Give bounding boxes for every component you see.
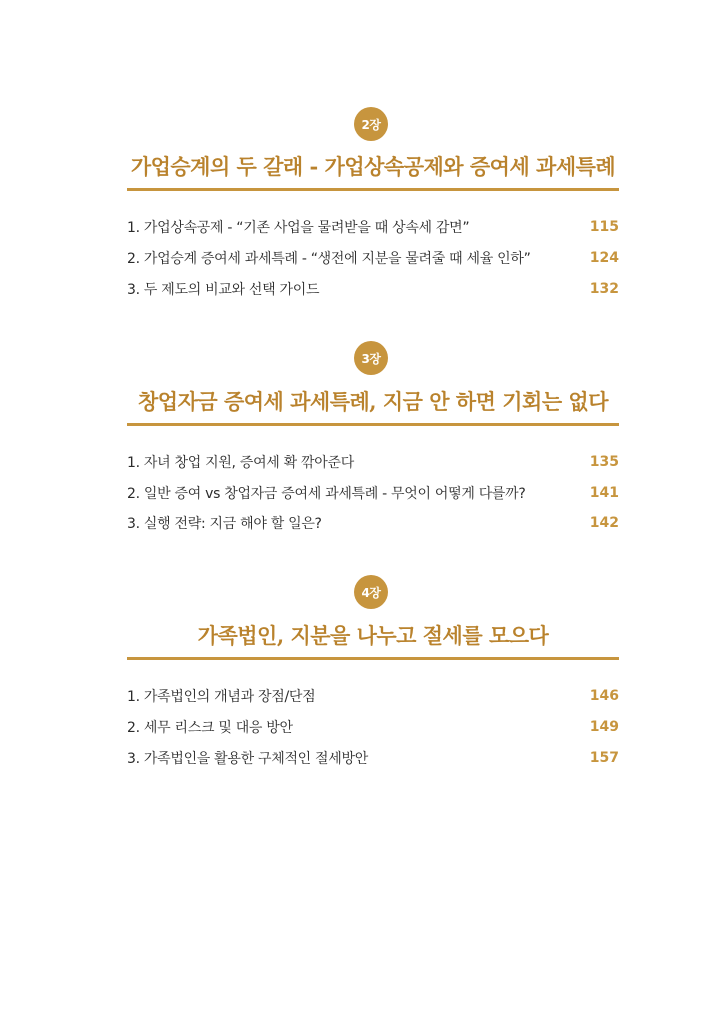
toc-item-page: 115 — [589, 219, 619, 235]
toc-item-page: 141 — [589, 485, 619, 501]
toc-item[interactable] — [127, 278, 619, 300]
toc-item[interactable] — [127, 451, 619, 473]
chapter-3-title: 창업자금 증여세 과세특례, 지금 안 하면 기회는 없다 — [138, 389, 608, 414]
chapter-4-badge: 4장 — [354, 575, 388, 609]
toc-item-page: 132 — [589, 281, 619, 297]
chapter-2-divider — [127, 188, 619, 191]
toc-item-title: 3. 실행 전략: 지금 해야 할 일은? — [127, 516, 322, 532]
toc-item-page: 146 — [589, 688, 619, 704]
toc-item-title: 1. 자녀 창업 지원, 증여세 확 깎아준다 — [127, 455, 354, 471]
chapter-2-title: 가업승계의 두 갈래 - 가업상속공제와 증여세 과세특례 — [130, 154, 616, 179]
chapter-3-badge: 3장 — [354, 341, 388, 375]
toc-item-title: 1. 가업상속공제 - “기존 사업을 물려받을 때 상속세 감면” — [127, 220, 470, 236]
toc-item[interactable] — [127, 247, 619, 269]
toc-item[interactable] — [127, 512, 619, 534]
toc-item[interactable] — [127, 216, 619, 238]
toc-item[interactable] — [127, 747, 619, 769]
toc-item-page: 157 — [589, 750, 619, 766]
toc-item-title: 2. 세무 리스크 및 대응 방안 — [127, 720, 293, 736]
toc-item-title: 3. 두 제도의 비교와 선택 가이드 — [127, 282, 320, 298]
toc-item-title: 1. 가족법인의 개념과 장점/단점 — [127, 689, 316, 705]
toc-item[interactable] — [127, 716, 619, 738]
toc-item[interactable] — [127, 685, 619, 707]
toc-item-page: 135 — [589, 454, 619, 470]
chapter-2-badge: 2장 — [354, 107, 388, 141]
toc-item-page: 124 — [589, 250, 619, 266]
toc-item-page: 142 — [589, 515, 619, 531]
chapter-3-divider — [127, 423, 619, 426]
chapter-4-title: 가족법인, 지분을 나누고 절세를 모으다 — [197, 623, 549, 648]
toc-item[interactable] — [127, 482, 619, 504]
toc-item-title: 2. 가업승계 증여세 과세특례 - “생전에 지분을 물려줄 때 세율 인하” — [127, 251, 531, 267]
chapter-4-divider — [127, 657, 619, 660]
toc-item-title: 3. 가족법인을 활용한 구체적인 절세방안 — [127, 751, 368, 767]
toc-item-title: 2. 일반 증여 vs 창업자금 증여세 과세특례 - 무엇이 어떻게 다를까? — [127, 486, 526, 502]
toc-item-page: 149 — [589, 719, 619, 735]
